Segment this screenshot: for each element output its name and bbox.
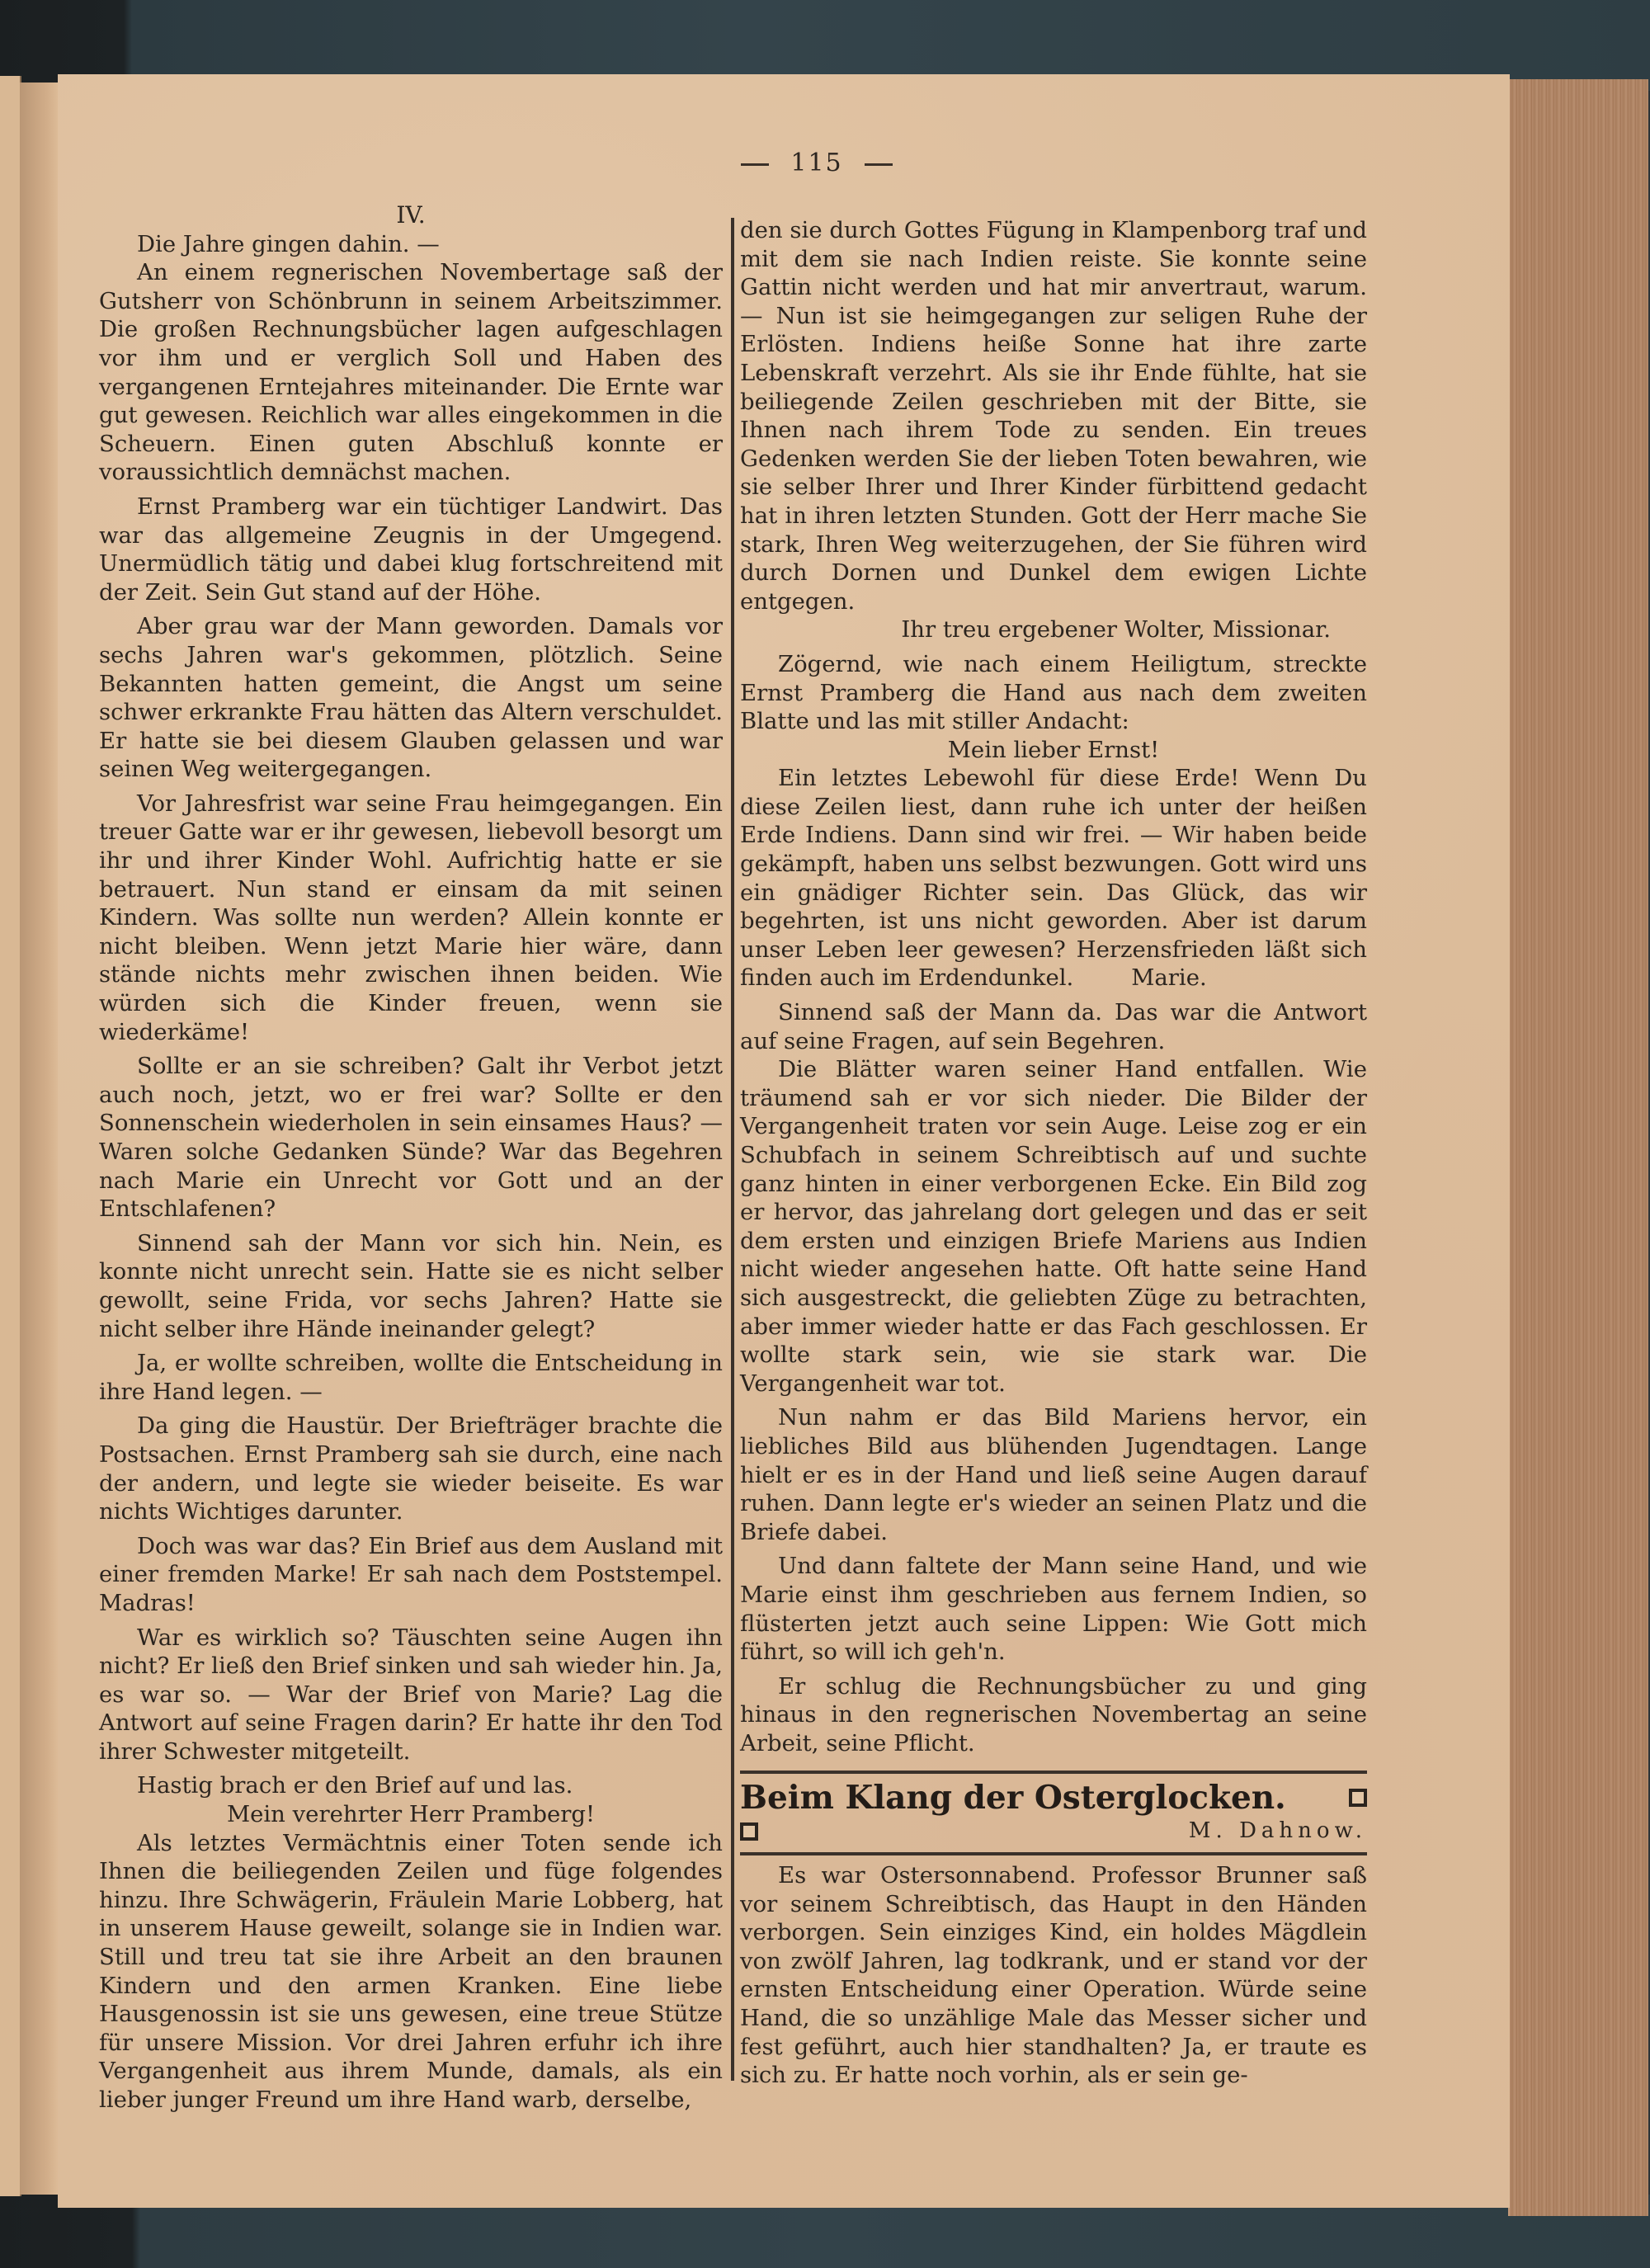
paragraph: Ernst Pramberg war ein tüchtiger Landwirt. Das war das allgemeine Zeugnis in der Umgegend. Unermüdlich tätig und dabei klug fortschreitend mit der Zeit. Sein Gut stand auf der Höhe. <box>99 493 723 606</box>
marie-letter-text: Ein letztes Lebewohl für diese Erde! Wenn Du diese Zeilen liest, dann ruhe ich unter der heißen Erde Indiens. Dann sind wir frei. — Wir haben beide gekämpft, haben uns selbst bezwungen. Gott wird uns ein gnädiger Richter sein. Das Glück, das wir begehrten, ist uns nicht geworden. Aber ist darum unser Leben leer gewesen? Herzensfrieden läßt sich finden auch im Erdendunkel. <box>740 765 1367 992</box>
ornament-square-icon <box>740 1822 758 1841</box>
right-column <box>740 216 1367 2090</box>
paragraph: Die Jahre gingen dahin. — <box>137 230 440 257</box>
left-column <box>99 201 723 2115</box>
page-number-value: 115 <box>790 149 843 177</box>
section-numeral: IV. <box>396 201 426 229</box>
story-author-row <box>740 1817 1367 1846</box>
paragraph: Aber grau war der Mann geworden. Damals vor sechs Jahren war's gekommen, plötzlich. Seine Bekannten hatten gemeint, die Angst um seine schwer erkrankte Frau hätten das Altern verschuldet. Er hatte sie bei diesem Glauben gelassen und war seinen Weg weitergegangen. <box>99 613 723 783</box>
page-number <box>652 149 982 177</box>
header-rule-bottom <box>740 1852 1367 1855</box>
paragraph: Sollte er an sie schreiben? Galt ihr Verbot jetzt auch noch, jetzt, wo er frei war? Sollte er den Sonnenschein wiederholen in sein einsames Haus? — Waren solche Gedanken Sünde? War das Begehren nach Marie ein Unrecht vor Gott und an der Entschlafenen? <box>99 1053 723 1223</box>
paragraph: Und dann faltete der Mann seine Hand, und wie Marie einst ihm geschrieben aus fernem Indien, so flüsterten jetzt auch seine Lippen: Wie Gott mich führt, so will ich geh'n. <box>740 1553 1367 1666</box>
paragraph: Doch was war das? Ein Brief aus dem Ausland mit einer fremden Marke! Er sah nach dem Poststempel. Madras! <box>99 1532 723 1616</box>
column-divider <box>731 218 734 2081</box>
next-story-header <box>740 1771 1367 1855</box>
paragraph: An einem regnerischen Novembertage saß der Gutsherr von Schönbrunn in seinem Arbeitszimmer. Die großen Rechnungsbücher lagen aufgeschlagen vor ihm und er verglich Soll und Haben des vergangenen Erntejahres miteinander. Die Ernte war gut gewesen. Reichlich war alles eingekommen in die Scheuern. Einen guten Abschluß konnte er voraussichtlich demnächst machen. <box>99 259 723 486</box>
paragraph: War es wirklich so? Täuschten seine Augen ihn nicht? Er ließ den Brief sinken und sah wieder hin. Ja, es war so. — War der Brief von Marie? Lag die Antwort auf seine Fragen darin? Er hatte ihr den Tod ihrer Schwester mitgeteilt. <box>99 1624 723 1765</box>
letter-salutation: Mein verehrter Herr Pramberg! <box>226 1801 596 1828</box>
book-gutter <box>20 83 58 2195</box>
paragraph: Vor Jahresfrist war seine Frau heimgegangen. Ein treuer Gatte war er ihr gewesen, liebevoll besorgt um ihr und ihrer Kinder Wohl. Aufrichtig hatte er sie betrauert. Nun stand er einsam da mit seinen Kindern. Was sollte nun werden? Allein konnte er nicht bleiben. Wenn jetzt Marie hier wäre, dann stände nichts mehr zwischen ihnen beiden. Wie würden sich die Kinder freuen, wenn sie wiederkäme! <box>99 790 723 1045</box>
letter-continuation: den sie durch Gottes Fügung in Klampenborg traf und mit dem sie nach Indien reiste. Sie konnte seine Gattin nicht werden und hat mir anvertraut, warum. — Nun ist sie heimgegangen zur seligen Ruhe der Erlösten. Indiens heiße Sonne hat ihre zarte Lebenskraft verzehrt. Als sie ihr Ende fühlte, hat sie beiliegende Zeilen geschrieben mit der Bitte, sie Ihnen nach ihrem Tode zu senden. Ein treues Gedenken werden Sie der lieben Toten bewahren, wie sie selber Ihrer und Ihrer Kinder fürbittend gedacht hat in ihren letzten Stunden. Gott der Herr mache Sie stark, Ihren Weg weiterzugehen, der Sie führen wird durch Dornen und Dunkel dem ewigen Lichte entgegen. <box>740 217 1367 615</box>
paragraph: Ja, er wollte schreiben, wollte die Entscheidung in ihre Hand legen. — <box>99 1350 723 1405</box>
ornament-square-icon <box>1349 1789 1367 1807</box>
story-opening-paragraph: Es war Ostersonnabend. Professor Brunner saß vor seinem Schreibtisch, das Haupt in den Händen verborgen. Sein einziges Kind, ein holdes Mägdlein von zwölf Jahren, lag todkrank, und er stand vor der ernsten Entscheidung einer Operation. Würde seine Hand, die so unzählige Male das Messer sicher und fest geführt, auch hier standhalten? Ja, er traute es sich zu. Er hatte noch vorhin, als er sein ge- <box>740 1862 1367 2089</box>
story-title-row <box>740 1779 1367 1817</box>
marie-letter <box>740 764 1367 993</box>
previous-page-edge <box>0 76 21 2196</box>
dash-left <box>741 163 769 166</box>
paragraph: Die Blätter waren seiner Hand entfallen. Wie träumend sah er vor sich nieder. Die Bilder der Vergangenheit traten vor sein Auge. Leise zog er ein Schubfach in seinem Schreibtisch auf und suchte ganz hinten in einer verborgenen Ecke. Ein Bild zog er hervor, das jahrelang dort gelegen und das er seit dem ersten und einzigen Briefe Mariens aus Indien nicht wieder angesehen hatte. Oft hatte seine Hand sich ausgestreckt, die geliebten Züge zu betrachten, aber immer wieder hatte er das Fach geschlossen. Er wollte stark sein, wie sie stark war. Die Vergangenheit war tot. <box>740 1056 1367 1397</box>
story-author: M. Dahnow. <box>1188 1818 1367 1844</box>
paragraph: Hastig brach er den Brief auf und las. <box>137 1772 573 1799</box>
header-rule-top <box>740 1771 1367 1774</box>
paragraph: Sinnend sah der Mann vor sich hin. Nein, es konnte nicht unrecht sein. Hatte sie es nicht selber gewollt, seine Frida, vor sechs Jahren? Hatte sie nicht selber ihre Hände ineinander gelegt? <box>99 1229 723 1342</box>
marie-salutation: Mein lieber Ernst! <box>947 736 1160 763</box>
dash-right <box>865 163 893 166</box>
marie-signature: Marie. <box>1131 964 1207 992</box>
paragraph: Er schlug die Rechnungsbücher zu und ging hinaus in den regnerischen Novembertag an seine Arbeit, seine Pflicht. <box>740 1672 1367 1756</box>
letter-signature: Ihr treu ergebener Wolter, Missionar. <box>901 616 1331 644</box>
paragraph: Da ging die Haustür. Der Briefträger brachte die Postsachen. Ernst Pramberg sah sie durch, eine nach der andern, und legte sie wieder beiseite. Es war nichts Wichtiges darunter. <box>99 1412 723 1525</box>
paragraph: Sinnend saß der Mann da. Das war die Antwort auf seine Fragen, auf sein Begehren. <box>740 999 1367 1054</box>
paragraph: Zögernd, wie nach einem Heiligtum, streckte Ernst Pramberg die Hand aus nach dem zweiten Blatte und las mit stiller Andacht: <box>740 650 1367 735</box>
letter-paragraph: Als letztes Vermächtnis einer Toten sende ich Ihnen die beiliegenden Zeilen und füge folgendes hinzu. Ihre Schwägerin, Fräulein Marie Lobberg, hat in unserem Hause geweilt, solange sie in Indien war. Still und treu tat sie ihre Arbeit an den braunen Kindern und den armen Kranken. Eine liebe Hausgenossin ist sie uns gewesen, eine treue Stütze für unsere Mission. Vor drei Jahren erfuhr ich ihre Vergangenheit aus ihrem Munde, damals, als ein lieber junger Freund um ihre Hand warb, derselbe, <box>99 1829 723 2113</box>
paragraph: Nun nahm er das Bild Mariens hervor, ein liebliches Bild aus blühenden Jugendtagen. Lange hielt er es in der Hand und ließ seine Augen darauf ruhen. Dann legte er's wieder an seinen Platz und die Briefe dabei. <box>740 1404 1367 1545</box>
page-block-edges <box>1508 79 1648 2216</box>
story-title: Beim Klang der Osterglocken. <box>740 1779 1286 1818</box>
